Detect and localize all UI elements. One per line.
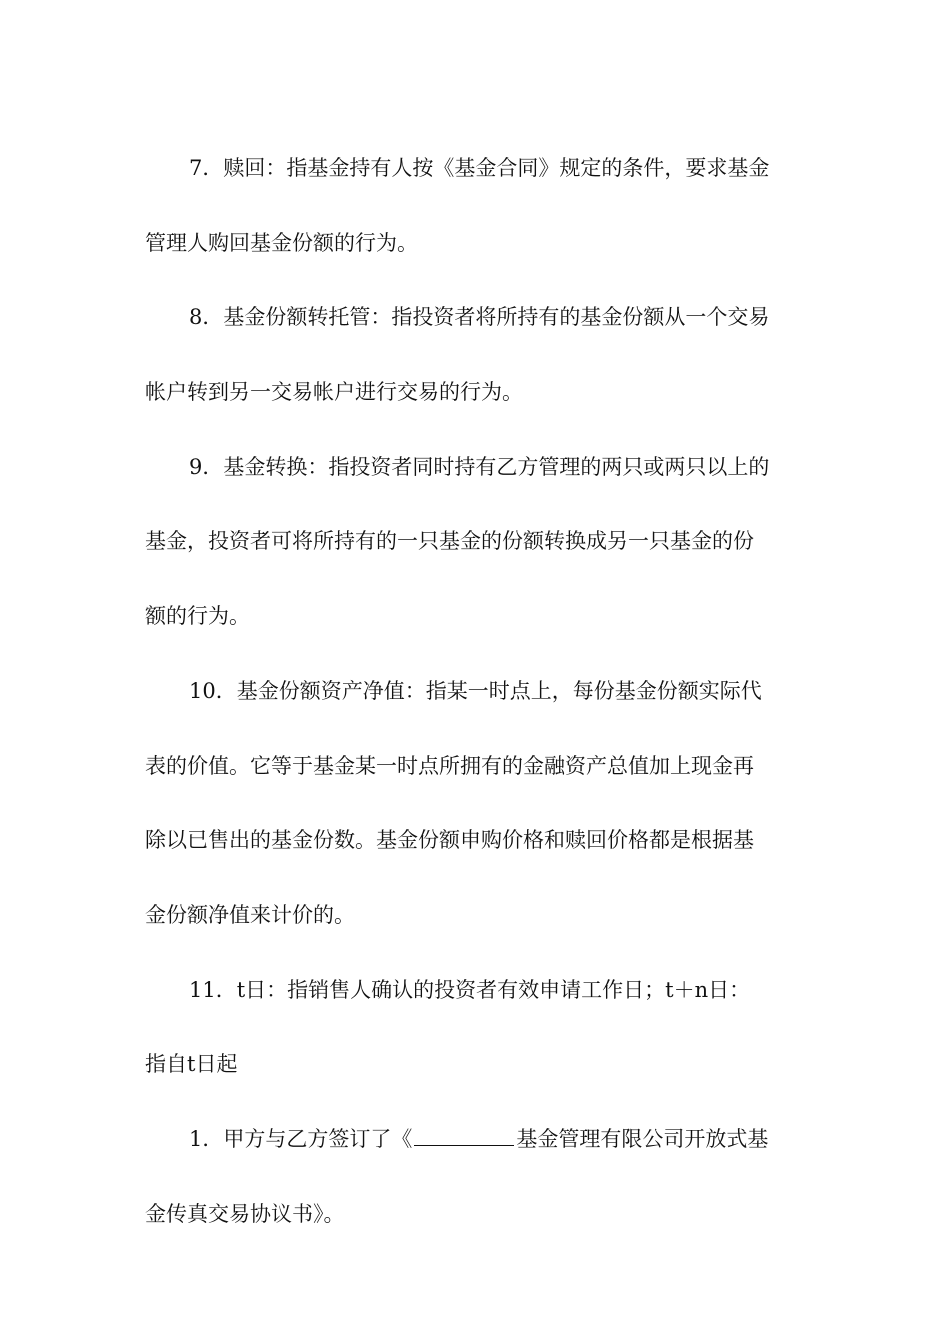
text-line: 除以已售出的基金份数。基金份额申购价格和赎回价格都是根据基 — [145, 828, 754, 853]
paragraph-agreement — [145, 1102, 805, 1251]
text-line: 金传真交易协议书》。 — [145, 1201, 345, 1226]
text-line: 管理人购回基金份额的行为。 — [145, 230, 418, 255]
paragraph-t-day — [145, 953, 805, 1102]
text-line — [145, 1102, 805, 1177]
text-line: 8．基金份额转托管：指投资者将所持有的基金份额从一个交易 — [189, 305, 770, 330]
paragraph-net-asset-value — [145, 654, 805, 953]
text-line: 基金，投资者可将所持有的一只基金的份额转换成另一只基金的份 — [145, 529, 754, 554]
text-line: 金份额净值来计价的。 — [145, 902, 355, 927]
fill-in-blank — [414, 1127, 514, 1146]
document-body — [145, 131, 805, 1251]
text-segment: 1．甲方与乙方签订了《 — [189, 1126, 413, 1151]
text-line: 帐户转到另一交易帐户进行交易的行为。 — [145, 380, 523, 405]
text-line: 指自t日起 — [145, 1052, 238, 1077]
text-line: 额的行为。 — [145, 604, 250, 629]
text-line: 表的价值。它等于基金某一时点所拥有的金融资产总值加上现金再 — [145, 753, 754, 778]
paragraph-redemption — [145, 131, 805, 280]
paragraph-fund-conversion — [145, 430, 805, 654]
text-line: 9．基金转换：指投资者同时持有乙方管理的两只或两只以上的 — [189, 454, 770, 479]
paragraph-transfer-custody — [145, 280, 805, 429]
text-line: 11．t日：指销售人确认的投资者有效申请工作日；t＋n日： — [189, 977, 751, 1002]
text-line: 10．基金份额资产净值：指某一时点上，每份基金份额实际代 — [189, 678, 762, 703]
text-line: 7．赎回：指基金持有人按《基金合同》规定的条件，要求基金 — [189, 156, 770, 180]
text-segment: 基金管理有限公司开放式基 — [516, 1126, 769, 1151]
